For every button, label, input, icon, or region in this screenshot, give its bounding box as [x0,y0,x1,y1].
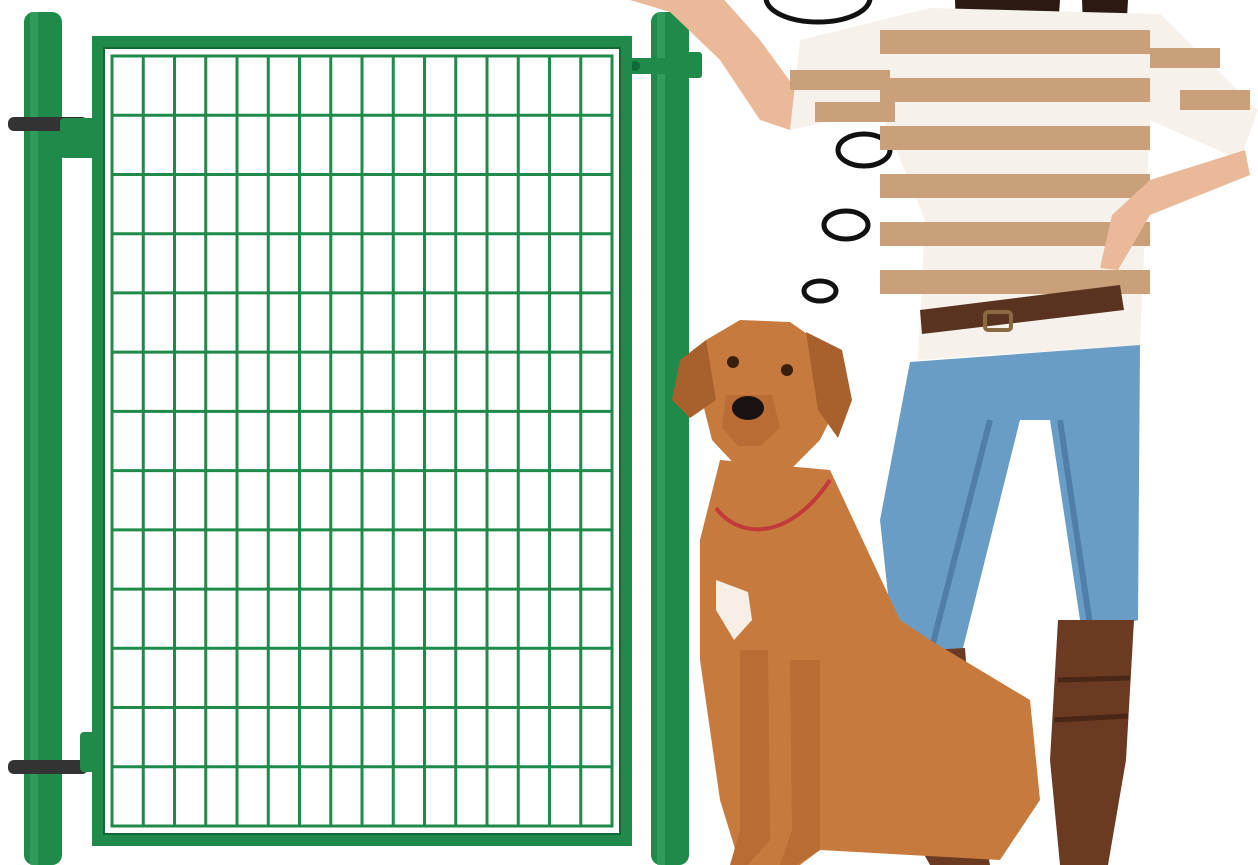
sleeve-stripe [1150,48,1220,68]
dog-nose [732,396,764,420]
shirt-stripe [880,174,1150,198]
thought-bubble-tiny [804,281,836,301]
dog-left-eye [727,356,739,368]
shirt-stripe [880,78,1150,102]
right-post-highlight [657,12,665,865]
shirt-stripe [880,30,1150,54]
left-gate-post [24,12,62,865]
left-post-highlight [30,12,38,865]
sleeve-stripe [1180,90,1250,110]
sleeve-stripe [790,70,890,90]
thought-bubble-small [824,211,868,239]
dog-right-eye [781,364,793,376]
shirt-stripe [880,126,1150,150]
sleeve-stripe [815,102,895,122]
right-gate-post [651,12,689,865]
